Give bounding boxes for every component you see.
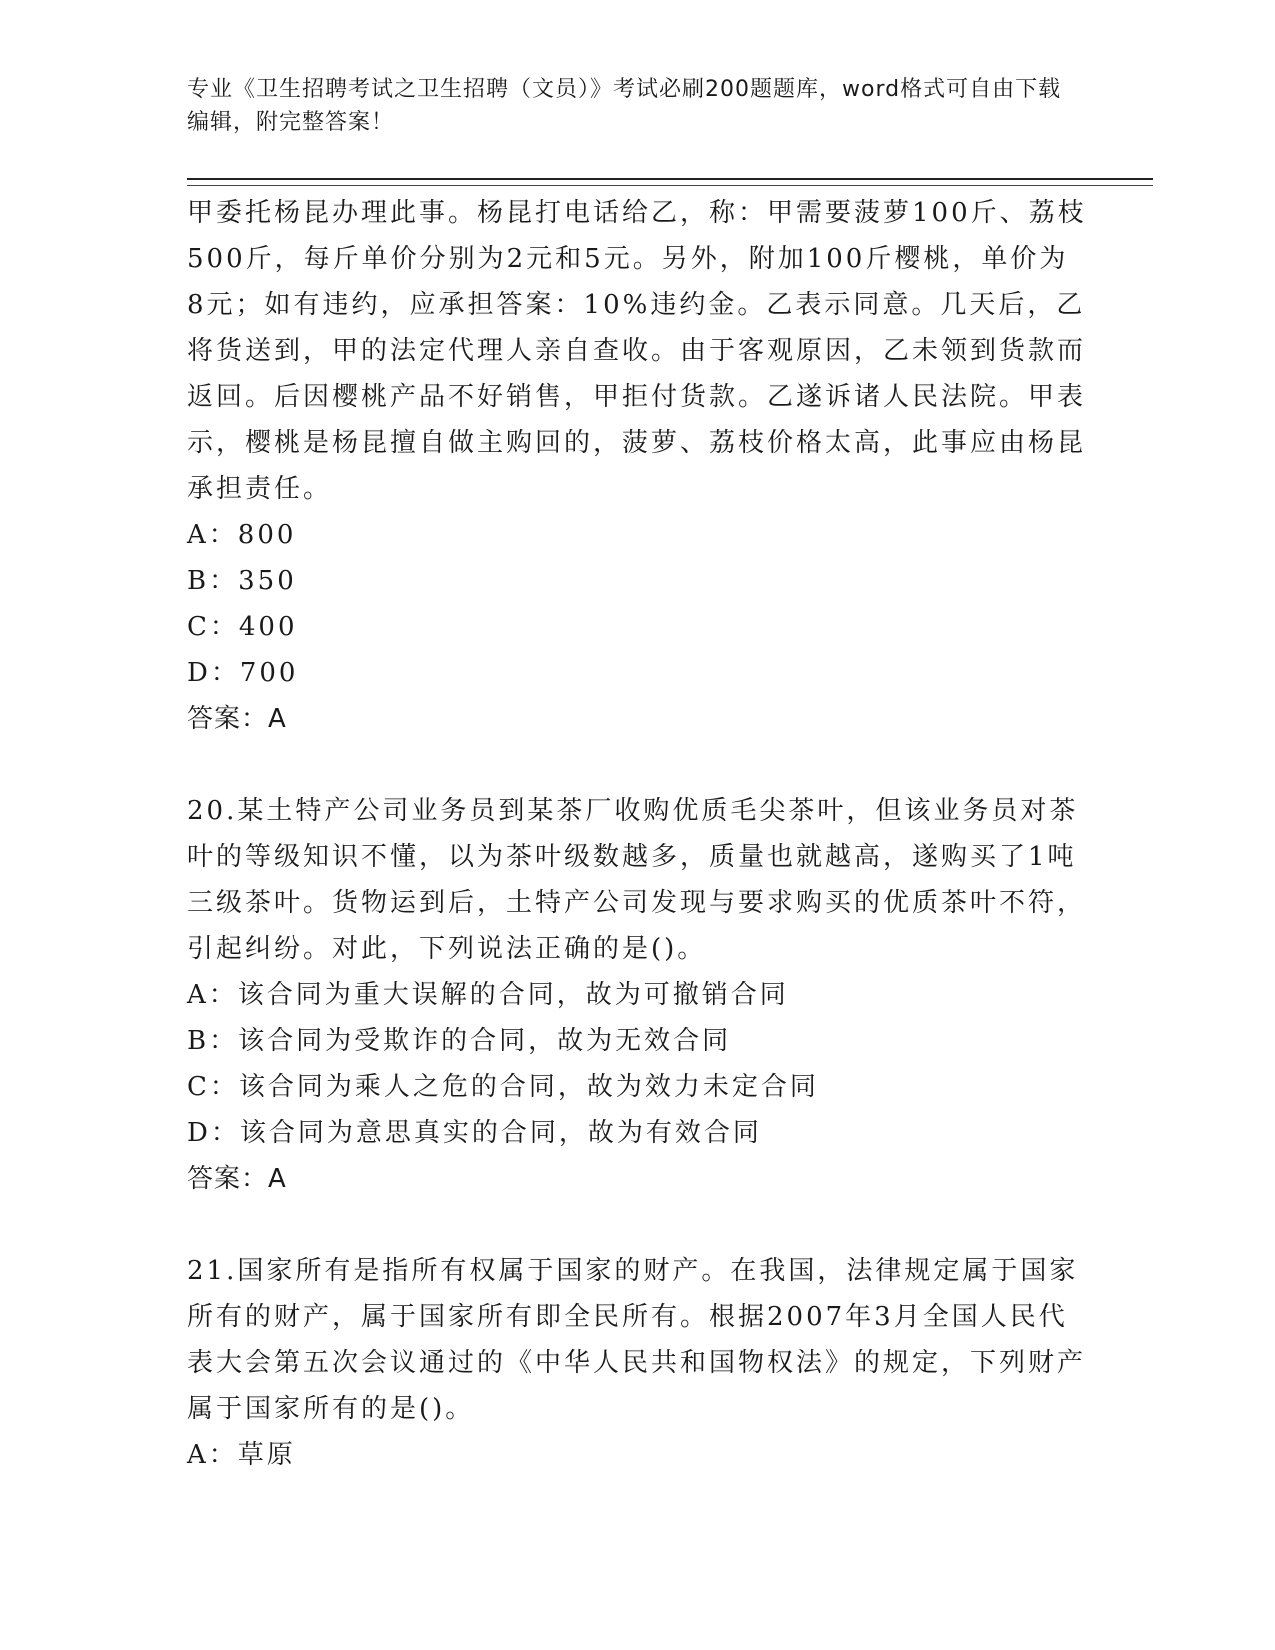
option-c: C：400 [187, 612, 298, 642]
header-divider-thick [187, 178, 1153, 180]
option-b: B：该合同为受欺诈的合同，故为无效合同 [187, 1026, 732, 1056]
header-divider-thin [187, 185, 1153, 186]
option-a: A：草原 [187, 1440, 296, 1470]
spacer [187, 1202, 1087, 1248]
question-text: 21.国家所有是指所有权属于国家的财产。在我国，法律规定属于国家所有的财产，属于国家所有即全民所有。根据2007年3月全国人民代表大会第五次会议通过的《中华人民共和国物权法》的规定，下列财产属于国家所有的是()。 [187, 1256, 1087, 1424]
question-text: 甲委托杨昆办理此事。杨昆打电话给乙，称：甲需要菠萝100斤、荔枝500斤，每斤单价分别为2元和5元。另外，附加100斤樱桃，单价为8元；如有违约，应承担答案：10%违约金。乙表示同意。几天后，乙将货送到，甲的法定代理人亲自查收。由于客观原因，乙未领到货款而返回。后因樱桃产品不好销售，甲拒付货款。乙遂诉诸人民法院。甲表示，樱桃是杨昆擅自做主购回的，菠萝、荔枝价格太高，此事应由杨昆承担责任。 [187, 198, 1087, 504]
question-text: 20.某土特产公司业务员到某茶厂收购优质毛尖茶叶，但该业务员对茶叶的等级知识不懂，以为茶叶级数越多，质量也就越高，遂购买了1吨三级茶叶。货物运到后，土特产公司发现与要求购买的优质茶叶不符，引起纠纷。对此，下列说法正确的是()。 [187, 796, 1087, 964]
question-21 [187, 1248, 1087, 1478]
spacer [187, 742, 1087, 788]
option-d: D：该合同为意思真实的合同，故为有效合同 [187, 1118, 762, 1148]
option-c: C：该合同为乘人之危的合同，故为效力未定合同 [187, 1072, 819, 1102]
question-19 [187, 190, 1087, 742]
answer: 答案：A [187, 704, 287, 734]
option-d: D：700 [187, 658, 299, 688]
answer: 答案：A [187, 1164, 287, 1194]
option-a: A：800 [187, 520, 297, 550]
option-a: A：该合同为重大误解的合同，故为可撤销合同 [187, 980, 789, 1010]
option-b: B：350 [187, 566, 297, 596]
question-20 [187, 788, 1087, 1202]
document-body [187, 190, 1087, 1478]
document-header: 专业《卫生招聘考试之卫生招聘（文员）》考试必刷200题题库，word格式可自由下载编辑，附完整答案！ [187, 77, 1062, 135]
